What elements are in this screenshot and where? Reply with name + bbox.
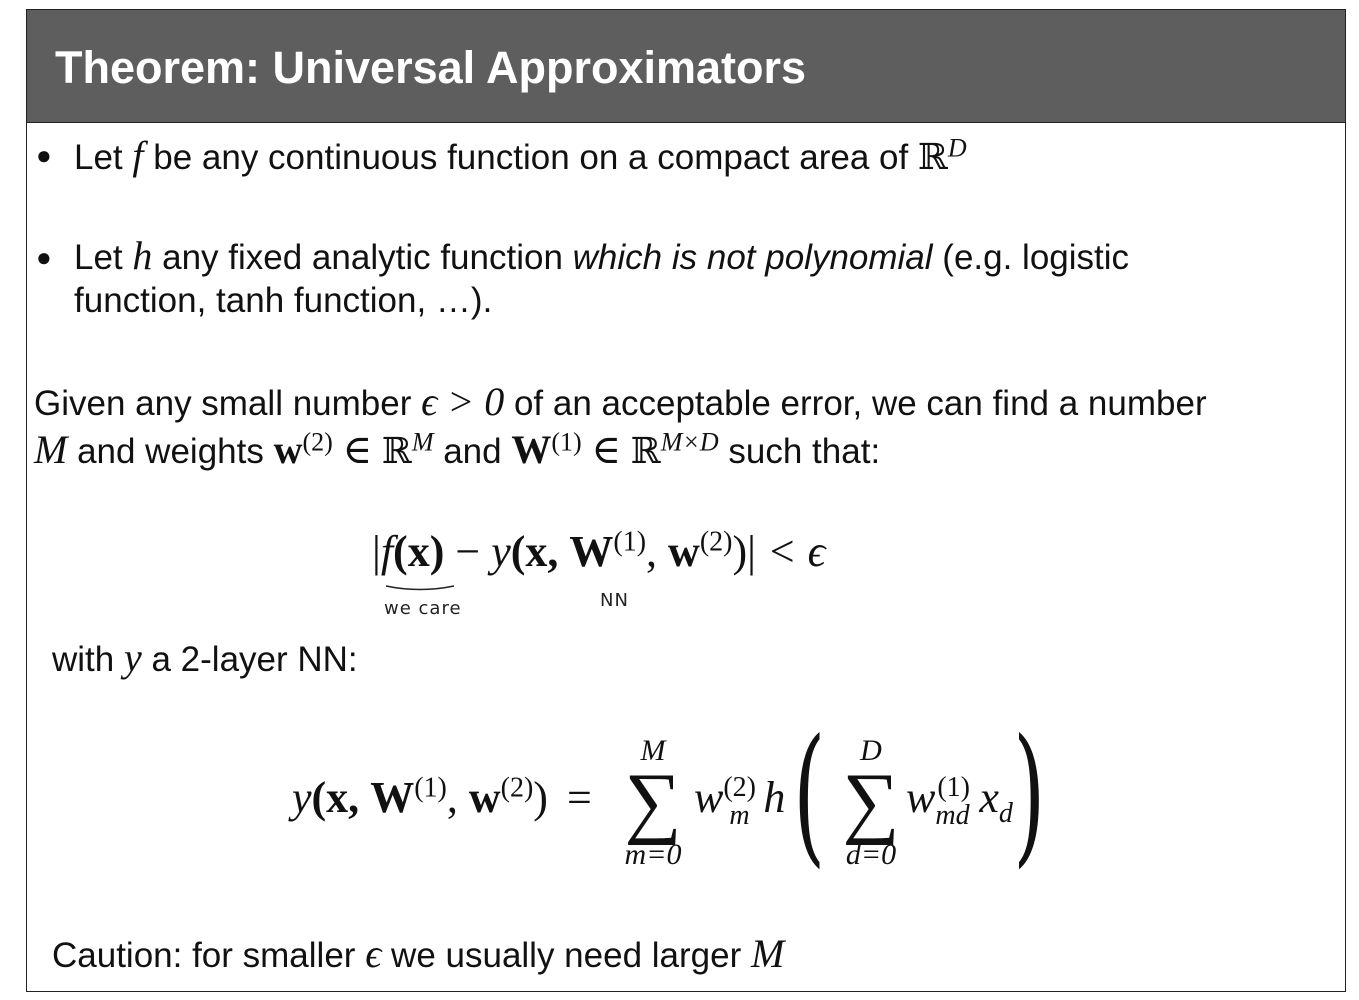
abs-bar-right: |: [747, 527, 756, 576]
eq-close: ): [732, 527, 748, 576]
weight-w: w: [273, 427, 303, 472]
given-line-2: [34, 424, 880, 476]
caution-line: [52, 928, 784, 980]
symbol-h: h: [132, 233, 153, 278]
reals-symbol: ℝ: [381, 431, 412, 472]
eq2-w-md-subscript: md: [935, 800, 970, 831]
network-equation-lhs: [292, 772, 592, 823]
eq2-w-m-superscript: (2): [723, 772, 757, 803]
and-text: and: [443, 432, 502, 471]
bullet-2-text: any fixed analytic function: [162, 238, 563, 277]
eq-less-than-epsilon: < ϵ: [766, 527, 826, 576]
exponent-MxD: M×D: [660, 427, 719, 457]
eq-w-superscript: (2): [699, 526, 733, 558]
given-pre: Given any small number: [34, 384, 412, 423]
sigma-icon: ∑: [842, 758, 900, 846]
bullet-2-pre: Let: [74, 238, 123, 277]
annotation-we-care: we care: [384, 598, 462, 619]
sigma-icon: ∑: [624, 758, 682, 846]
such-that-text: such that:: [728, 432, 881, 471]
bullet-icon: ●: [36, 242, 52, 272]
exponent-D: D: [947, 133, 967, 163]
eq-minus: −: [455, 527, 481, 576]
sum-d: [834, 734, 908, 872]
given-line-1: [34, 376, 1207, 428]
reals-symbol: ℝ: [630, 431, 661, 472]
left-paren-icon: (: [793, 708, 826, 882]
reals-symbol: ℝ: [917, 137, 948, 178]
with-post: a 2-layer NN:: [151, 640, 358, 679]
symbol-M: M: [34, 427, 68, 472]
and-weights-text: and weights: [77, 432, 264, 471]
eq2-comma: ,: [446, 773, 458, 822]
caution-pre: Caution: for smaller: [52, 936, 356, 975]
eq2-w-md: w: [906, 773, 936, 822]
element-of-symbol: ∈: [342, 427, 373, 472]
abs-bar-left: |: [372, 527, 381, 576]
eq2-w: w: [468, 773, 501, 822]
sum-d-upper: D: [860, 734, 882, 767]
eq2-w-md-superscript: (1): [937, 772, 971, 803]
eq2-W: W: [370, 773, 415, 822]
eq2-w-m-subscript: m: [729, 800, 750, 831]
eq2-args: (x,: [311, 773, 360, 822]
caution-M: M: [751, 931, 785, 976]
sum-d-lower: d=0: [845, 838, 897, 871]
exponent-M: M: [411, 427, 434, 457]
given-post: of an acceptable error, we can find a number: [513, 384, 1207, 423]
symbol-y: y: [123, 635, 142, 680]
eq2-w-superscript: (2): [500, 772, 534, 804]
bullet-2-post: (e.g. logistic: [942, 238, 1130, 277]
eq2-y: y: [292, 773, 312, 822]
sum-m-upper: M: [640, 734, 666, 767]
bullet-2-line-2: function, tanh function, …).: [74, 281, 493, 320]
weight-W: W: [511, 427, 552, 472]
bullet-2: [74, 230, 1129, 282]
eq-y: y: [491, 527, 511, 576]
title-bar: [27, 10, 1345, 123]
annotation-nn: NN: [600, 590, 629, 611]
sum-m-lower: m=0: [624, 838, 682, 871]
with-pre: with: [52, 640, 115, 679]
epsilon-inequality: ϵ > 0: [421, 379, 505, 424]
element-of-symbol: ∈: [591, 427, 622, 472]
eq-fx-args: (x): [393, 527, 445, 576]
eq-args: (x,: [510, 527, 559, 576]
bullet-1-pre: Let: [74, 138, 123, 177]
with-line: [52, 632, 358, 684]
eq2-W-superscript: (1): [414, 772, 447, 804]
weight-W-superscript: (1): [551, 427, 582, 457]
underbrace-icon: [384, 584, 456, 596]
caution-mid: we usually need larger: [391, 936, 742, 975]
error-bound-equation: [372, 526, 825, 577]
eq2-close: ): [533, 773, 548, 822]
eq2-equals: =: [566, 773, 592, 822]
slide-title: Theorem: Universal Approximators: [55, 42, 807, 93]
caution-epsilon: ϵ: [365, 931, 382, 976]
eq2-x-subscript: d: [998, 797, 1013, 829]
eq-W-superscript: (1): [613, 526, 647, 558]
eq-f: f: [380, 527, 394, 576]
eq-comma: ,: [646, 527, 658, 576]
sum-m: [616, 734, 690, 872]
bullet-1-text: be any continuous function on a compact area of: [153, 138, 909, 177]
bullet-2-emphasis: which is not polynomial: [572, 238, 933, 277]
eq-W: W: [569, 527, 614, 576]
input-weight-term: [906, 772, 1013, 831]
eq-w: w: [668, 527, 700, 576]
eq2-x: x: [979, 773, 999, 822]
bullet-1: [74, 130, 967, 182]
symbol-f: f: [132, 133, 144, 178]
weight-w-superscript: (2): [302, 427, 333, 457]
eq2-h: h: [763, 773, 786, 822]
bullet-icon: ●: [36, 140, 52, 170]
right-paren-icon: ): [1013, 708, 1046, 882]
eq2-w-m: w: [694, 773, 724, 822]
hidden-weight-term: [694, 772, 786, 831]
